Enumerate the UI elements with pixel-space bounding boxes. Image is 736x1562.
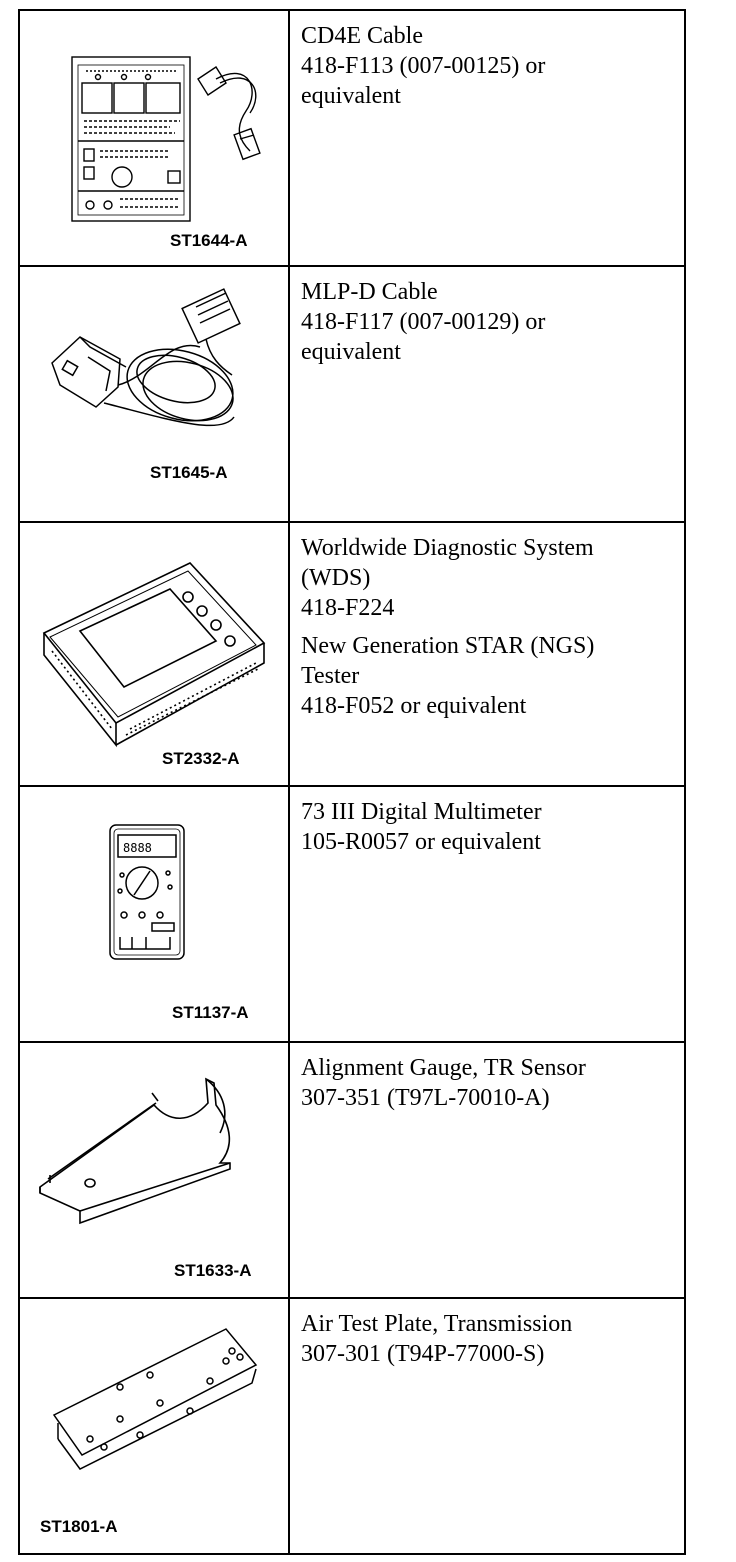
tool-name: Alignment Gauge, TR Sensor bbox=[301, 1055, 586, 1081]
tool-description-cell bbox=[289, 786, 685, 1042]
alignment-gauge-illustration bbox=[20, 1043, 288, 1297]
tool-row bbox=[19, 522, 685, 786]
figure-label: ST1633-A bbox=[174, 1261, 252, 1280]
tool-row bbox=[19, 786, 685, 1042]
tool-alternative: equivalent bbox=[301, 339, 401, 365]
tool-name: Worldwide Diagnostic System bbox=[301, 535, 594, 561]
tool-part-number: 418-F117 (007-00129) or bbox=[301, 309, 546, 335]
tool-description-cell bbox=[289, 10, 685, 266]
air-test-plate-illustration bbox=[20, 1299, 288, 1553]
tool-illustration-cell bbox=[19, 786, 289, 1042]
tool-description-cell bbox=[289, 522, 685, 786]
tool-row bbox=[19, 10, 685, 266]
special-tools-table bbox=[18, 9, 686, 1555]
tool-part-number: 105-R0057 or equivalent bbox=[301, 829, 541, 855]
svg-text:8888: 8888 bbox=[123, 841, 152, 855]
tool-illustration-cell bbox=[19, 1042, 289, 1298]
tool-illustration-cell bbox=[19, 522, 289, 786]
tool-row bbox=[19, 1042, 685, 1298]
tool-illustration-cell bbox=[19, 266, 289, 522]
tool-part-number: 418-F224 bbox=[301, 595, 395, 621]
tool-part-number: 307-301 (T94P-77000-S) bbox=[301, 1341, 545, 1367]
tool-name: Air Test Plate, Transmission bbox=[301, 1311, 573, 1337]
figure-label: ST2332-A bbox=[162, 749, 240, 768]
diagnostic-tablet-illustration bbox=[20, 523, 288, 785]
tool-description-cell bbox=[289, 266, 685, 522]
cable-with-card-illustration bbox=[20, 11, 288, 265]
tool-alternative: equivalent bbox=[301, 83, 401, 109]
tool-description-cell bbox=[289, 1298, 685, 1554]
tool-part-number: 307-351 (T97L-70010-A) bbox=[301, 1085, 550, 1111]
alternative-tool-name: New Generation STAR (NGS) bbox=[301, 633, 595, 659]
alternative-tool-name-continued: Tester bbox=[301, 663, 360, 689]
tool-part-number: 418-F113 (007-00125) or bbox=[301, 53, 546, 79]
tool-name: CD4E Cable bbox=[301, 23, 423, 49]
figure-label: ST1137-A bbox=[172, 1003, 249, 1022]
tool-row bbox=[19, 1298, 685, 1554]
tool-illustration-cell bbox=[19, 1298, 289, 1554]
figure-label: ST1801-A bbox=[40, 1517, 118, 1536]
tool-description-cell bbox=[289, 1042, 685, 1298]
tool-name: MLP-D Cable bbox=[301, 279, 438, 305]
alternative-tool-part-number: 418-F052 or equivalent bbox=[301, 693, 527, 719]
tool-illustration-cell bbox=[19, 10, 289, 266]
tool-row bbox=[19, 266, 685, 522]
figure-label: ST1645-A bbox=[150, 463, 228, 482]
figure-label: ST1644-A bbox=[170, 231, 248, 250]
tool-name: 73 III Digital Multimeter bbox=[301, 799, 542, 825]
tool-name-continued: (WDS) bbox=[301, 565, 371, 591]
